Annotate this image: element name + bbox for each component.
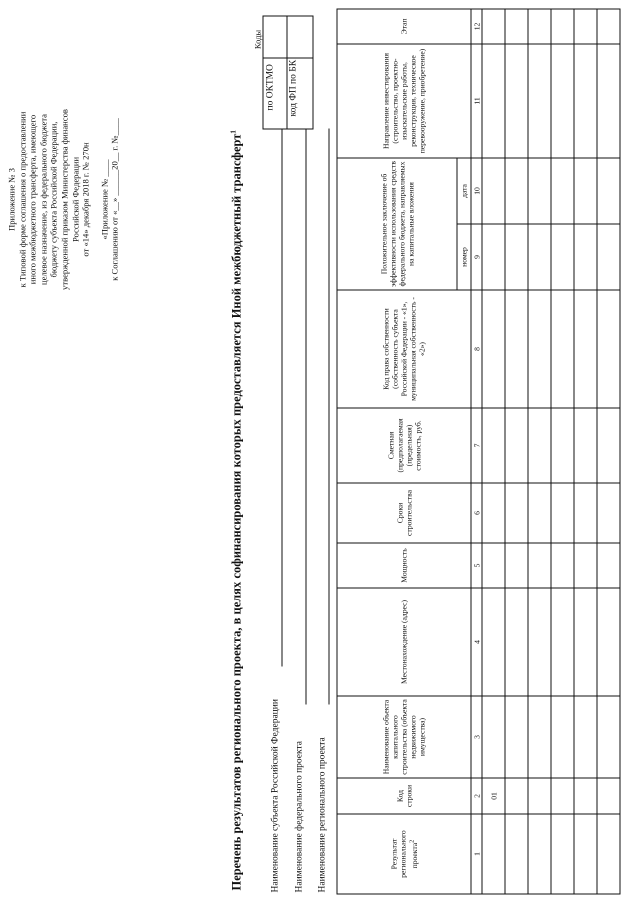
page-title: Перечень результатов регионального проекта, в целях софинансирования которых предоставляется Иной межбюджетный трансферт$^1$ — [229, 130, 244, 891]
header-cost: Сметная (предполагаемая (предельная) стоимость, руб. — [337, 408, 471, 483]
header-result: Результат регионального проекта$^2$ — [337, 814, 471, 894]
header-term: Сроки строительства — [337, 483, 471, 543]
table-row — [482, 9, 505, 894]
header-line: от «14» декабря 2018 г. № 270н — [80, 142, 91, 257]
oktmo-label: по ОКТМО — [265, 64, 276, 111]
header-ownership: Код права собственности (собственность субъекта Российской Федерации - «1», муниципальная собственность - «2») — [337, 290, 471, 408]
column-number: 7 — [471, 408, 482, 483]
column-number: 3 — [471, 696, 482, 778]
row-code: 01 — [482, 778, 505, 814]
column-number: 1 — [471, 814, 482, 894]
header-code: Код строки — [337, 778, 471, 814]
agreement-line: к Соглашению от «__» ______20__ г. №____ — [109, 118, 120, 281]
regional-project-line — [329, 129, 330, 705]
header-line: утвержденной приказом Министерства финансов — [59, 109, 70, 290]
header-location: Местонахождение (адрес) — [337, 588, 471, 696]
column-number: 12 — [471, 9, 482, 44]
codes-label: Коды — [252, 29, 263, 50]
column-number-row — [471, 9, 482, 894]
header-line: Приложение № 3 — [6, 168, 17, 231]
table-row — [551, 9, 574, 894]
header-line: к Типовой форме соглашения о предоставлении — [17, 111, 28, 288]
column-number: 8 — [471, 290, 482, 408]
header-date: дата — [457, 158, 471, 224]
header-line: целевое назначение, из федерального бюджета — [38, 114, 49, 285]
subject-name-line — [282, 129, 283, 667]
column-number: 4 — [471, 588, 482, 696]
header-direction: Направление инвестирования (строительство, проектно-изыскательские работы, реконструкция, техническое перевооружение, приобретение) — [337, 44, 471, 158]
header-stage: Этап — [337, 9, 471, 44]
column-number: 6 — [471, 483, 482, 543]
header-conclusion: Положительное заключение об эффективности использования средств федерального бюджета, направляемых на капитальные вложения — [337, 158, 457, 290]
header-line: бюджету субъекта Российской Федерации, — [48, 121, 59, 278]
header-power: Мощность — [337, 543, 471, 588]
column-number: 10 — [471, 158, 482, 224]
subject-name-label: Наименование субъекта Российской Федерации — [270, 699, 281, 893]
header-number: номер — [457, 224, 471, 290]
rotated-page — [1, 0, 640, 905]
table-row — [574, 9, 597, 894]
table-row — [528, 9, 551, 894]
federal-project-label: Наименование федерального проекта — [294, 741, 305, 893]
title-footnote: 1 — [229, 130, 238, 134]
column-number: 2 — [471, 778, 482, 814]
table-row — [505, 9, 528, 894]
column-number: 9 — [471, 224, 482, 290]
appendix-number-line: «Приложение № ____ — [99, 159, 110, 240]
regional-project-label: Наименование регионального проекта — [317, 737, 328, 893]
header-line: Российской Федерации — [70, 156, 81, 243]
table-row — [597, 9, 620, 894]
header-object: Наименование объекта капитального строительства (объекта недвижимого имущества) — [337, 696, 471, 778]
column-number: 5 — [471, 543, 482, 588]
results-table — [337, 8, 621, 894]
column-number: 11 — [471, 44, 482, 158]
federal-project-line — [306, 129, 307, 705]
kod-fp-label: код ФП по БК — [288, 59, 299, 117]
appendix-header — [7, 50, 121, 350]
header-line: иного межбюджетного трансферта, имеющего — [27, 114, 38, 285]
